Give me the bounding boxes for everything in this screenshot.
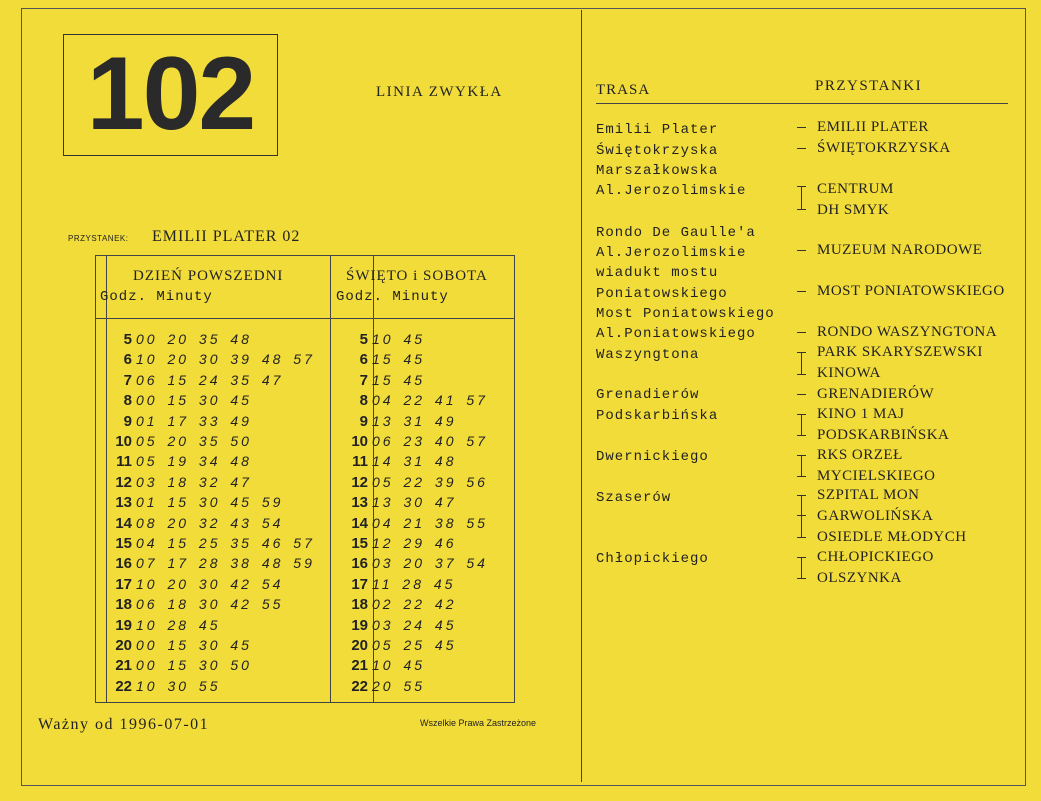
route-street: wiadukt mostu bbox=[596, 265, 719, 281]
route-stop: CHŁOPICKIEGO bbox=[817, 549, 934, 565]
timetable-row bbox=[332, 370, 425, 390]
minutes-cell: 20 55 bbox=[372, 677, 426, 694]
timetable-row bbox=[332, 635, 457, 655]
hour-cell: 20 bbox=[351, 637, 368, 654]
minutes-cell: 12 29 46 bbox=[372, 535, 457, 551]
hour-cell: 15 bbox=[351, 535, 368, 552]
route-stop: KINOWA bbox=[817, 365, 881, 381]
timetable-row bbox=[96, 492, 283, 512]
stop-bracket bbox=[797, 476, 806, 477]
minutes-cell: 10 30 55 bbox=[136, 677, 221, 694]
hour-cell: 19 bbox=[115, 616, 132, 634]
timetable-row bbox=[96, 431, 252, 451]
route-stop: MOST PONIATOWSKIEGO bbox=[817, 283, 1005, 299]
minutes-cell: 04 21 38 55 bbox=[372, 514, 488, 531]
timetable-row bbox=[332, 431, 488, 451]
timetable-row bbox=[96, 349, 315, 369]
timetable-row bbox=[332, 676, 425, 696]
minutes-cell: 00 15 30 50 bbox=[136, 657, 252, 674]
timetable-row bbox=[96, 615, 221, 635]
hour-cell: 13 bbox=[351, 494, 368, 512]
route-stop: PARK SKARYSZEWSKI bbox=[817, 344, 983, 360]
minutes-cell: 03 24 45 bbox=[372, 616, 457, 633]
minutes-cell: 00 20 35 48 bbox=[136, 331, 252, 347]
timetable-row bbox=[332, 411, 457, 431]
hour-cell: 5 bbox=[123, 331, 132, 348]
stop-name: EMILII PLATER 02 bbox=[152, 228, 301, 245]
timetable-row bbox=[332, 553, 488, 573]
minutes-cell: 11 28 45 bbox=[372, 575, 456, 592]
stop-bracket bbox=[797, 209, 806, 210]
stop-bracket bbox=[797, 578, 806, 579]
hour-cell: 18 bbox=[115, 596, 132, 614]
hour-cell: 7 bbox=[123, 371, 132, 389]
timetable-row bbox=[96, 553, 315, 573]
stop-dash bbox=[797, 250, 806, 251]
minutes-cell: 05 19 34 48 bbox=[136, 453, 252, 470]
stop-bracket bbox=[797, 537, 806, 538]
route-stop: GARWOLIŃSKA bbox=[817, 508, 934, 524]
route-street: Emilii Plater bbox=[596, 122, 719, 138]
hour-cell: 22 bbox=[351, 677, 368, 695]
hour-cell: 6 bbox=[359, 351, 368, 369]
hour-cell: 19 bbox=[351, 616, 368, 634]
stop-dash bbox=[797, 394, 806, 395]
route-street: Poniatowskiego bbox=[596, 286, 728, 302]
route-stop: SZPITAL MON bbox=[817, 487, 920, 503]
route-street: Al.Poniatowskiego bbox=[596, 326, 756, 342]
timetable-row bbox=[332, 349, 425, 369]
stops-header: PRZYSTANKI bbox=[815, 78, 923, 94]
route-stop: GRENADIERÓW bbox=[817, 386, 935, 402]
hour-cell: 8 bbox=[359, 392, 368, 410]
stop-label: PRZYSTANEK: bbox=[68, 234, 129, 243]
timetable-row bbox=[96, 390, 252, 410]
route-stop: OSIEDLE MŁODYCH bbox=[817, 529, 967, 545]
hour-cell: 11 bbox=[352, 453, 368, 471]
route-street: Podskarbińska bbox=[596, 408, 719, 424]
weekday-subtitle: Godz. Minuty bbox=[100, 289, 213, 305]
line-number-box bbox=[63, 34, 278, 156]
minutes-cell: 06 23 40 57 bbox=[372, 433, 488, 449]
timetable-header-separator bbox=[96, 318, 514, 319]
timetable-row bbox=[96, 676, 221, 696]
hour-cell: 21 bbox=[351, 657, 368, 675]
minutes-cell: 05 22 39 56 bbox=[372, 473, 488, 490]
stop-bracket bbox=[797, 435, 806, 436]
hour-cell: 18 bbox=[351, 596, 368, 614]
timetable-row bbox=[96, 370, 283, 390]
route-stop: OLSZYNKA bbox=[817, 570, 902, 586]
hour-cell: 17 bbox=[351, 575, 368, 593]
stop-dash bbox=[797, 332, 806, 333]
timetable-row bbox=[332, 574, 455, 594]
hour-cell: 12 bbox=[115, 473, 132, 491]
timetable-row bbox=[96, 635, 252, 655]
weekday-title: DZIEŃ POWSZEDNI bbox=[133, 268, 284, 284]
minutes-cell: 00 15 30 45 bbox=[136, 392, 252, 409]
minutes-cell: 01 15 30 45 59 bbox=[136, 494, 284, 511]
timetable-row bbox=[332, 615, 457, 635]
minutes-cell: 13 30 47 bbox=[372, 494, 457, 511]
stop-dash bbox=[797, 148, 806, 149]
stop-bracket bbox=[801, 414, 802, 435]
hour-cell: 12 bbox=[351, 473, 368, 491]
hour-cell: 10 bbox=[115, 433, 132, 450]
minutes-cell: 14 31 48 bbox=[372, 453, 457, 470]
minutes-cell: 05 20 35 50 bbox=[136, 433, 252, 449]
timetable-row bbox=[332, 390, 488, 410]
stop-bracket bbox=[801, 557, 802, 578]
minutes-cell: 04 22 41 57 bbox=[372, 392, 488, 409]
route-street: Waszyngtona bbox=[596, 347, 700, 363]
hour-cell: 11 bbox=[116, 453, 132, 471]
hour-cell: 13 bbox=[115, 494, 132, 512]
timetable-row bbox=[96, 451, 252, 471]
minutes-cell: 15 45 bbox=[372, 371, 426, 388]
timetable-row bbox=[332, 533, 457, 553]
minutes-cell: 07 17 28 38 48 59 bbox=[136, 555, 315, 572]
minutes-cell: 10 45 bbox=[372, 331, 426, 347]
minutes-cell: 01 17 33 49 bbox=[136, 412, 252, 429]
stop-bracket bbox=[801, 186, 802, 209]
timetable-row bbox=[332, 594, 457, 614]
route-street: Al.Jerozolimskie bbox=[596, 245, 747, 261]
timetable-row bbox=[332, 329, 425, 349]
minutes-cell: 08 20 32 43 54 bbox=[136, 514, 284, 531]
hour-cell: 9 bbox=[123, 412, 132, 430]
valid-from: Ważny od 1996-07-01 bbox=[38, 716, 210, 733]
hour-cell: 21 bbox=[115, 657, 132, 675]
hour-cell: 16 bbox=[115, 555, 132, 573]
line-type: LINIA ZWYKŁA bbox=[376, 84, 503, 100]
hour-cell: 8 bbox=[123, 392, 132, 410]
rights-notice: Wszelkie Prawa Zastrzeżone bbox=[420, 718, 537, 728]
minutes-cell: 02 22 42 bbox=[372, 596, 457, 613]
route-street: Grenadierów bbox=[596, 387, 700, 403]
route-stop: MYCIELSKIEGO bbox=[817, 468, 936, 484]
timetable-row bbox=[96, 533, 315, 553]
minutes-cell: 04 15 25 35 46 57 bbox=[136, 535, 315, 551]
holiday-title: ŚWIĘTO i SOBOTA bbox=[346, 268, 488, 284]
minutes-cell: 10 28 45 bbox=[136, 616, 221, 633]
route-stop: PODSKARBIŃSKA bbox=[817, 427, 950, 443]
hour-cell: 16 bbox=[351, 555, 368, 573]
route-stop: DH SMYK bbox=[817, 202, 890, 218]
timetable-row bbox=[332, 451, 457, 471]
minutes-cell: 15 45 bbox=[372, 351, 426, 368]
route-street: Marszałkowska bbox=[596, 163, 719, 179]
timetable-row bbox=[332, 492, 457, 512]
minutes-cell: 10 20 30 39 48 57 bbox=[136, 351, 315, 368]
route-header-rule bbox=[596, 103, 1008, 104]
minutes-cell: 05 25 45 bbox=[372, 637, 457, 653]
route-street: Dwernickiego bbox=[596, 449, 709, 465]
route-stop: CENTRUM bbox=[817, 181, 894, 197]
stop-bracket bbox=[801, 352, 802, 374]
route-street: Most Poniatowskiego bbox=[596, 306, 775, 322]
timetable-row bbox=[96, 574, 283, 594]
center-divider bbox=[581, 10, 582, 782]
stop-bracket bbox=[797, 515, 806, 516]
line-number: 102 bbox=[86, 36, 255, 152]
route-street: Chłopickiego bbox=[596, 551, 709, 567]
route-street: Rondo De Gaulle'a bbox=[596, 225, 756, 241]
route-header: TRASA bbox=[596, 82, 651, 98]
route-street: Świętokrzyska bbox=[596, 143, 719, 159]
timetable-row bbox=[332, 472, 488, 492]
minutes-cell: 10 20 30 42 54 bbox=[136, 575, 284, 592]
stop-bracket bbox=[801, 455, 802, 476]
minutes-cell: 06 15 24 35 47 bbox=[136, 371, 284, 388]
hour-cell: 7 bbox=[359, 371, 368, 389]
minutes-cell: 00 15 30 45 bbox=[136, 637, 252, 653]
route-stop: EMILII PLATER bbox=[817, 119, 929, 135]
hour-cell: 5 bbox=[359, 331, 368, 348]
hour-cell: 14 bbox=[115, 514, 132, 532]
route-stop: ŚWIĘTOKRZYSKA bbox=[817, 140, 951, 156]
timetable-row bbox=[96, 329, 252, 349]
route-stop: RONDO WASZYNGTONA bbox=[817, 324, 998, 340]
hour-cell: 17 bbox=[115, 575, 132, 593]
route-street: Szaserów bbox=[596, 490, 672, 506]
hour-cell: 6 bbox=[123, 351, 132, 369]
hour-cell: 9 bbox=[359, 412, 368, 430]
minutes-cell: 13 31 49 bbox=[372, 412, 457, 429]
minutes-cell: 03 18 32 47 bbox=[136, 473, 252, 490]
stop-bracket bbox=[797, 374, 806, 375]
stop-dash bbox=[797, 291, 806, 292]
route-stop: MUZEUM NARODOWE bbox=[817, 242, 983, 258]
holiday-subtitle: Godz. Minuty bbox=[336, 289, 449, 305]
timetable-row bbox=[332, 655, 425, 675]
minutes-cell: 03 20 37 54 bbox=[372, 555, 488, 572]
timetable-row bbox=[96, 655, 252, 675]
route-stop: KINO 1 MAJ bbox=[817, 406, 905, 422]
minutes-cell: 06 18 30 42 55 bbox=[136, 596, 284, 613]
hour-cell: 20 bbox=[115, 637, 132, 654]
hour-cell: 15 bbox=[115, 535, 132, 552]
route-street: Al.Jerozolimskie bbox=[596, 183, 747, 199]
hour-cell: 22 bbox=[115, 677, 132, 695]
timetable-row bbox=[96, 594, 283, 614]
minutes-cell: 10 45 bbox=[372, 657, 426, 674]
timetable-row bbox=[96, 411, 252, 431]
stop-bracket bbox=[801, 495, 802, 537]
timetable-table bbox=[95, 255, 515, 703]
timetable-row bbox=[332, 513, 488, 533]
route-stop: RKS ORZEŁ bbox=[817, 447, 903, 463]
hour-cell: 10 bbox=[351, 433, 368, 450]
stop-dash bbox=[797, 127, 806, 128]
timetable-column-divider bbox=[330, 256, 331, 702]
hour-cell: 14 bbox=[351, 514, 368, 532]
timetable-row bbox=[96, 472, 252, 492]
timetable-row bbox=[96, 513, 283, 533]
